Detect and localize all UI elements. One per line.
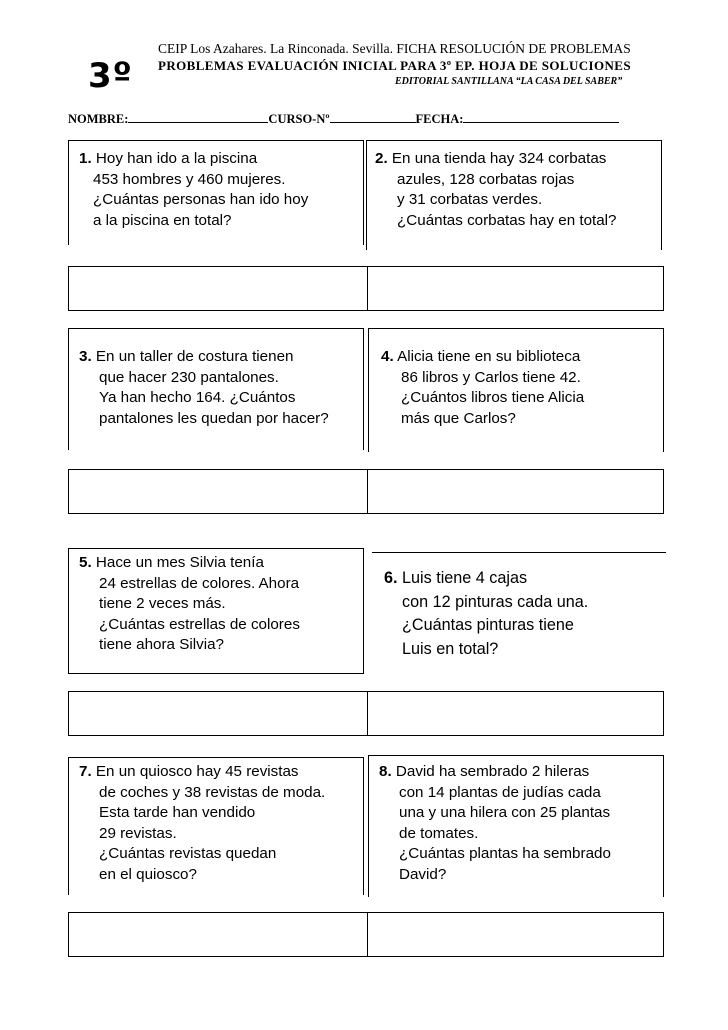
worksheet-title: PROBLEMAS EVALUACIÓN INICIAL PARA 3º EP. HOJA DE SOLUCIONES xyxy=(158,58,631,73)
problem-line: de coches y 38 revistas de moda. xyxy=(99,783,326,801)
problem-line: ¿Cuántas personas han ido hoy xyxy=(93,191,309,208)
problem-line: 453 hombres y 460 mujeres. xyxy=(93,170,286,188)
problem-line: Esta tarde han vendido xyxy=(99,804,256,821)
problem-box xyxy=(368,328,664,452)
problem-line: 7. En un quiosco hay 45 revistas xyxy=(79,763,299,780)
problem-line: 4. Alicia tiene en su biblioteca xyxy=(381,348,581,365)
name-field[interactable] xyxy=(128,110,268,123)
answer-box[interactable] xyxy=(68,266,664,311)
problem-box xyxy=(68,548,364,674)
problem-number: 4. xyxy=(381,348,394,365)
problem-line: ¿Cuántas revistas quedan xyxy=(99,845,277,862)
problem-line: una y una hilera con 25 plantas xyxy=(399,804,611,821)
problem-line: pantalones les quedan por hacer? xyxy=(99,409,329,427)
problem-box xyxy=(68,328,364,450)
student-info-line xyxy=(68,110,619,127)
problem-line: 3. En un taller de costura tienen xyxy=(79,348,294,365)
course-field[interactable] xyxy=(330,110,416,123)
problem-line: Ya han hecho 164. ¿Cuántos xyxy=(99,389,296,406)
answer-box[interactable] xyxy=(68,691,664,736)
problem-number: 3. xyxy=(79,348,92,365)
problem-line: 24 estrellas de colores. Ahora xyxy=(99,574,300,592)
problem-line: 86 libros y Carlos tiene 42. xyxy=(401,368,581,386)
problem-line: ¿Cuántas estrellas de colores xyxy=(99,615,300,633)
grade-label: 3º xyxy=(88,56,133,96)
problem-line: con 12 pinturas cada una. xyxy=(402,592,589,611)
problem-line: ¿Cuántos libros tiene Alicia xyxy=(401,389,585,406)
problem-line: más que Carlos? xyxy=(401,409,516,427)
problem-line: ¿Cuántas plantas ha sembrado xyxy=(399,845,611,862)
problem-line: 8. David ha sembrado 2 hileras xyxy=(379,763,590,780)
problem-line: 1. Hoy han ido a la piscina xyxy=(79,150,258,167)
answer-box[interactable] xyxy=(68,912,664,957)
problem-number: 2. xyxy=(375,150,388,167)
course-label: CURSO-Nº xyxy=(268,112,330,126)
problem-line: 5. Hace un mes Silvia tenía xyxy=(79,554,264,571)
publisher-line: EDITORIAL SANTILLANA “LA CASA DEL SABER” xyxy=(395,76,623,87)
problem-line: tiene ahora Silvia? xyxy=(99,636,224,653)
problem-line: David? xyxy=(399,865,447,883)
problem-line: y 31 corbatas verdes. xyxy=(397,191,543,208)
problem-number: 8. xyxy=(379,763,392,780)
problem-line: ¿Cuántas pinturas tiene xyxy=(402,616,574,634)
problem-number: 1. xyxy=(79,150,92,167)
problem-number: 6. xyxy=(384,569,398,587)
date-label: FECHA: xyxy=(415,112,464,126)
problem-number: 5. xyxy=(79,554,92,571)
problem-line: ¿Cuántas corbatas hay en total? xyxy=(397,211,617,229)
problem-line: 2. En una tienda hay 324 corbatas xyxy=(375,150,607,167)
problem-line: en el quiosco? xyxy=(99,865,197,883)
problem-line: 29 revistas. xyxy=(99,824,177,842)
problem-box xyxy=(68,757,364,895)
school-header: CEIP Los Azahares. La Rinconada. Sevilla. FICHA RESOLUCIÓN DE PROBLEMAS xyxy=(158,41,631,56)
problem-line: que hacer 230 pantalones. xyxy=(99,368,279,386)
answer-box[interactable] xyxy=(68,469,664,514)
problem-line: de tomates. xyxy=(399,824,479,842)
problem-number: 7. xyxy=(79,763,92,780)
problem-box xyxy=(366,140,662,250)
problem-box xyxy=(368,755,664,897)
problem-line: con 14 plantas de judías cada xyxy=(399,783,601,801)
problem-box xyxy=(372,552,666,676)
name-label: NOMBRE: xyxy=(68,112,129,126)
problem-box xyxy=(68,140,364,245)
problem-line: azules, 128 corbatas rojas xyxy=(397,170,575,188)
problem-line: a la piscina en total? xyxy=(93,211,232,229)
problem-line: tiene 2 veces más. xyxy=(99,595,226,612)
problem-line: Luis en total? xyxy=(402,639,499,658)
problem-line: 6. Luis tiene 4 cajas xyxy=(384,569,528,587)
date-field[interactable] xyxy=(463,110,619,123)
